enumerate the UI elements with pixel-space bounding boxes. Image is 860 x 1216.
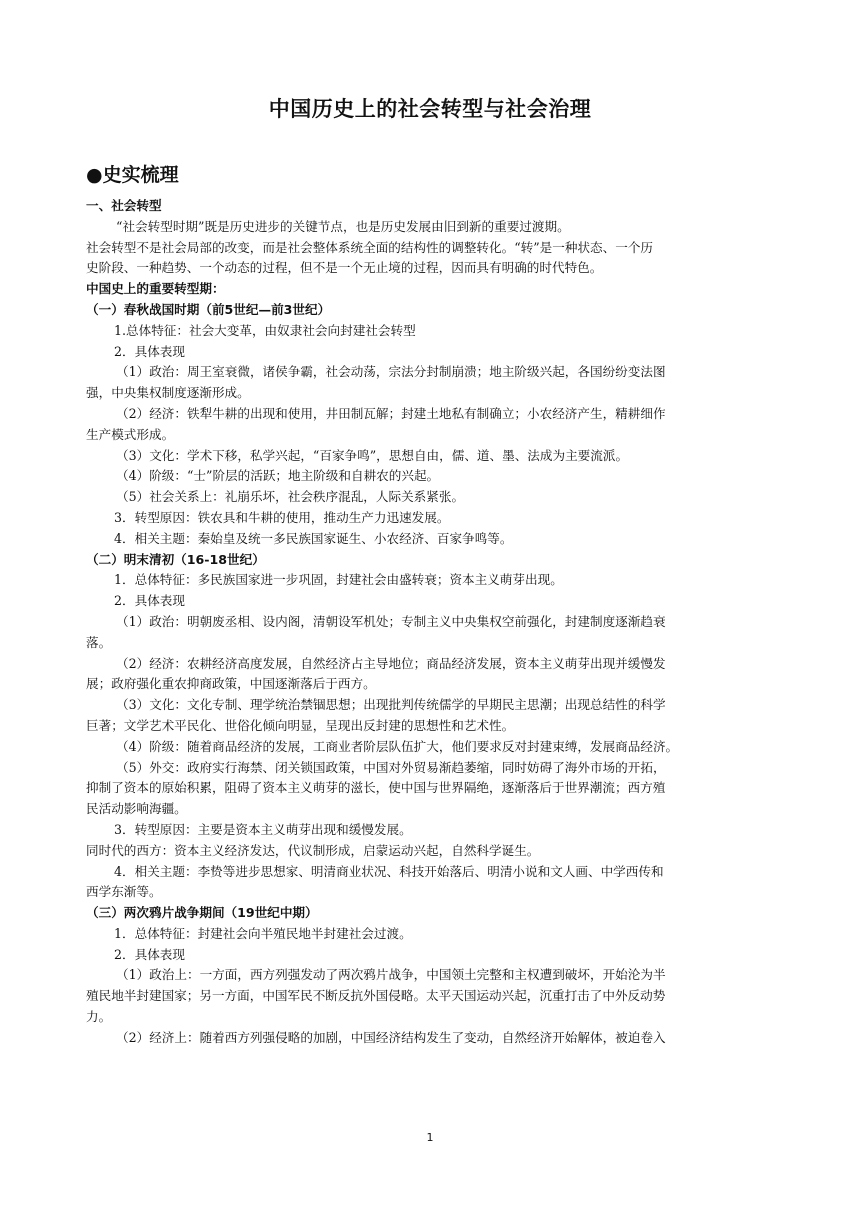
- subheading-line: 中国史上的重要转型期：: [86, 281, 225, 297]
- document-title: 中国历史上的社会转型与社会治理: [268, 97, 592, 121]
- text-line: （4）阶级：“士”阶层的活跃；地主阶级和自耕农的兴起。: [116, 468, 440, 484]
- text-line: 殖民地半封建国家；另一方面，中国军民不断反抗外国侵略。太平天国运动兴起，沉重打击了中外反动势: [86, 988, 666, 1004]
- subheading-line: （三）两次鸦片战争期间（19世纪中期）: [86, 905, 318, 921]
- text-line: 1.总体特征：社会大变革，由奴隶社会向封建社会转型: [114, 322, 416, 338]
- text-line: 力。: [86, 1009, 112, 1025]
- text-line: 1．总体特征：封建社会向半殖民地半封建社会过渡。: [114, 925, 412, 941]
- text-line: （1）政治：周王室衰微，诸侯争霸，社会动荡，宗法分封制崩溃；地主阶级兴起，各国纷纷变法图: [116, 364, 666, 380]
- text-line: （1）政治：明朝废丞相、设内阁，清朝设军机处；专制主义中央集权空前强化，封建制度逐渐趋衰: [116, 613, 666, 629]
- text-line: 民活动影响海疆。: [86, 801, 187, 817]
- text-line: （2）经济：农耕经济高度发展，自然经济占主导地位；商品经济发展，资本主义萌芽出现并缓慢发: [116, 655, 666, 671]
- text-line: 2．具体表现: [114, 343, 185, 359]
- text-line: （5）外交：政府实行海禁、闭关锁国政策，中国对外贸易渐趋萎缩，同时妨碍了海外市场的开拓，: [116, 759, 666, 775]
- text-line: 3．转型原因：铁农具和牛耕的使用，推动生产力迅速发展。: [114, 509, 450, 525]
- text-line: 生产模式形成。: [86, 426, 175, 442]
- text-line: 西学东渐等。: [86, 884, 162, 900]
- text-line: （3）文化：文化专制、理学统治禁锢思想；出现批判传统儒学的早期民主思潮；出现总结性的科学: [116, 697, 666, 713]
- text-line: 同时代的西方：资本主义经济发达，代议制形成，启蒙运动兴起，自然科学诞生。: [86, 842, 540, 858]
- text-line: 4．相关主题：李贽等进步思想家、明清商业状况、科技开始落后、明清小说和文人画、中学西传和: [114, 863, 664, 879]
- text-line: 社会转型不是社会局部的改变，而是社会整体系统全面的结构性的调整转化。“转”是一种状态、一个历: [86, 239, 654, 255]
- subheading-line: （一）春秋战国时期（前5世纪—前3世纪）: [86, 301, 331, 317]
- text-line: 2．具体表现: [114, 946, 185, 962]
- subheading-line: （二）明末清初（16-18世纪）: [86, 551, 265, 567]
- text-line: （2）经济上：随着西方列强侵略的加剧，中国经济结构发生了变动，自然经济开始解体，被迫卷入: [116, 1029, 666, 1045]
- document-body: [86, 196, 776, 1049]
- text-line: 展；政府强化重农抑商政策，中国逐渐落后于西方。: [86, 676, 376, 692]
- text-line: “社会转型时期”既是历史进步的关键节点，也是历史发展由旧到新的重要过渡期。: [116, 218, 570, 234]
- text-line: （5）社会关系上：礼崩乐坏，社会秩序混乱，人际关系紧张。: [116, 489, 465, 505]
- text-line: 4．相关主题：秦始皇及统一多民族国家诞生、小农经济、百家争鸣等。: [114, 530, 513, 546]
- text-line: 落。: [86, 634, 112, 650]
- text-line: （1）政治上：一方面，西方列强发动了两次鸦片战争，中国领土完整和主权遭到破坏，开始沦为半: [116, 967, 666, 983]
- text-line: （4）阶级：随着商品经济的发展，工商业者阶层队伍扩大，他们要求反对封建束缚，发展商品经济。: [116, 738, 679, 754]
- text-line: 强，中央集权制度逐渐形成。: [86, 385, 250, 401]
- text-line: 史阶段、一种趋势、一个动态的过程，但不是一个无止境的过程，因而具有明确的时代特色。: [86, 260, 603, 276]
- text-line: 2．具体表现: [114, 593, 185, 609]
- text-line: 抑制了资本的原始积累，阻碍了资本主义萌芽的滋长，使中国与世界隔绝，逐渐落后于世界潮流；西方殖: [86, 780, 666, 796]
- text-line: 巨著；文学艺术平民化、世俗化倾向明显，呈现出反封建的思想性和艺术性。: [86, 717, 515, 733]
- text-line: 1．总体特征：多民族国家进一步巩固，封建社会由盛转衰；资本主义萌芽出现。: [114, 572, 563, 588]
- text-line: （2）经济：铁犁牛耕的出现和使用，井田制瓦解；封建土地私有制确立；小农经济产生，精耕细作: [116, 405, 666, 421]
- page-number: 1: [426, 1131, 434, 1144]
- text-line: （3）文化：学术下移，私学兴起，“百家争鸣”，思想自由，儒、道、墨、法成为主要流派。: [116, 447, 629, 463]
- text-line: 3．转型原因：主要是资本主义萌芽出现和缓慢发展。: [114, 821, 412, 837]
- section-heading: ●史实梳理: [86, 164, 179, 186]
- subheading-line: 一、社会转型: [86, 198, 162, 213]
